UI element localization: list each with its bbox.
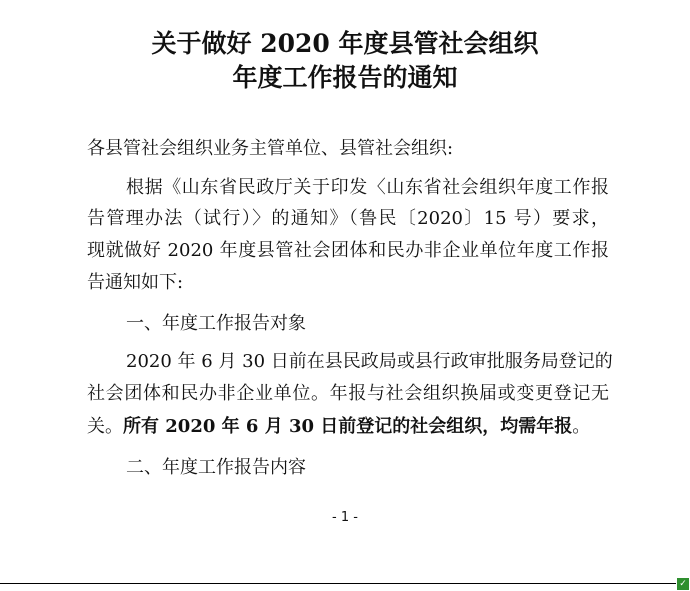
- page-number: - 1 -: [332, 510, 358, 525]
- paragraph-1-line-1: 根据《山东省民政厅关于印发〈山东省社会组织年度工作报: [126, 177, 609, 198]
- paragraph-2-line-3-suffix: 。: [572, 416, 591, 437]
- salutation: 各县管社会组织业务主管单位、县管社会组织:: [87, 138, 454, 159]
- section-2-heading: 二、年度工作报告内容: [126, 457, 306, 478]
- document-title-line-2: 年度工作报告的通知: [232, 63, 458, 92]
- paragraph-2-line-3-prefix: 关。: [87, 416, 123, 437]
- page-bottom-divider: [0, 583, 676, 584]
- document-status-icon: ✓: [677, 578, 689, 590]
- paragraph-1-line-2: 告管理办法（试行）〉的通知》（鲁民〔2020〕15 号）要求，: [87, 208, 609, 229]
- paragraph-2-line-3: [87, 414, 609, 440]
- section-1-heading: 一、年度工作报告对象: [126, 313, 306, 334]
- document-title-line-1: 关于做好 2020 年度县管社会组织: [151, 29, 539, 58]
- paragraph-2-bold-requirement: 所有 2020 年 6 月 30 日前登记的社会组织，均需年报: [123, 416, 573, 437]
- paragraph-1-line-3: 现就做好 2020 年度县管社会团体和民办非企业单位年度工作报: [87, 240, 609, 261]
- paragraph-2-line-1: 2020 年 6 月 30 日前在县民政局或县行政审批服务局登记的: [126, 351, 613, 372]
- paragraph-1-line-4: 告通知如下:: [87, 272, 184, 293]
- paragraph-2-line-2: 社会团体和民办非企业单位。年报与社会组织换届或变更登记无: [87, 383, 609, 404]
